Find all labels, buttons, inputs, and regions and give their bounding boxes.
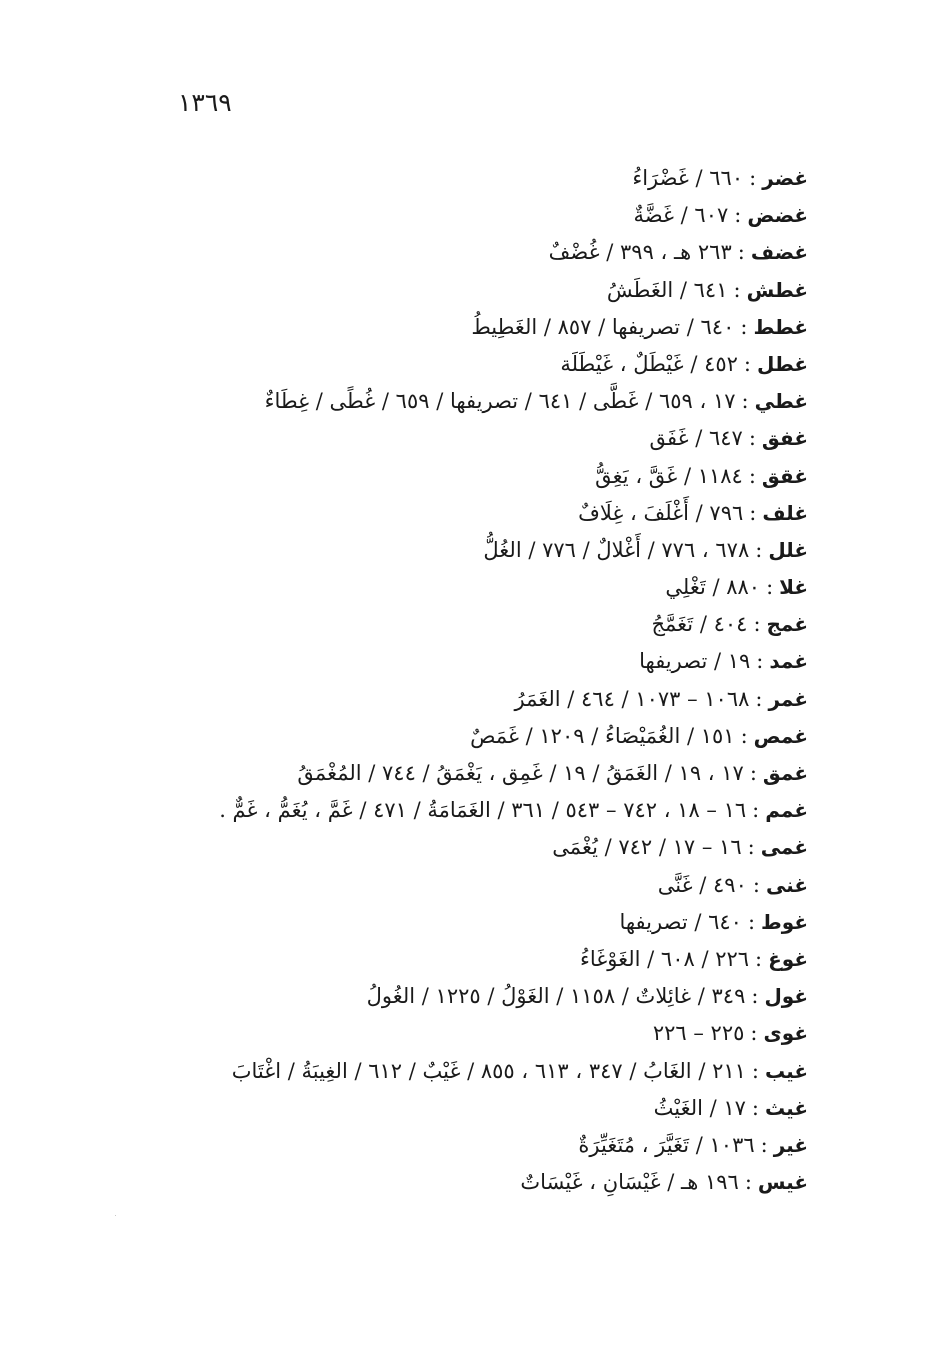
entry-separator: :: [748, 463, 756, 488]
entry-root: غير: [773, 1132, 808, 1157]
entry-separator: :: [756, 649, 764, 674]
entry-root: غيب: [765, 1058, 808, 1083]
entry-separator: :: [751, 1095, 759, 1120]
entry-separator: :: [747, 909, 756, 934]
index-entry: [68, 755, 808, 792]
entry-root: غمر: [768, 686, 808, 711]
index-entry: [68, 829, 808, 866]
entry-separator: :: [749, 761, 757, 785]
entry-references: ٤٠٤ / تَغَمَّجُ: [651, 612, 748, 637]
index-entry: [68, 420, 808, 457]
index-entry: [68, 941, 808, 978]
index-entry: [68, 718, 808, 755]
index-entry: [68, 458, 808, 495]
index-entry: [68, 1015, 808, 1052]
index-entry: [68, 606, 808, 643]
entry-separator: :: [744, 1170, 752, 1195]
entry-root: غمد: [769, 649, 808, 674]
entry-separator: :: [741, 389, 749, 414]
entry-references: ٦٤١ / الغَطَشُ: [606, 277, 728, 302]
index-entry: [68, 495, 808, 532]
index-entry: [68, 309, 808, 346]
entry-root: غول: [764, 984, 808, 1009]
entry-separator: :: [733, 277, 741, 302]
entry-separator: :: [734, 203, 742, 228]
index-entry: [68, 904, 808, 941]
index-entry: [68, 569, 808, 606]
entry-references: ٦٠٧ / غَضَّةٌ: [633, 203, 729, 228]
entry-separator: :: [752, 798, 760, 823]
scan-speck: [115, 1215, 116, 1216]
page-number: ١٣٦٩: [178, 88, 232, 117]
entry-root: غنى: [765, 872, 808, 897]
entry-separator: :: [740, 723, 748, 748]
entry-separator: :: [748, 426, 756, 451]
index-entry: [68, 234, 808, 271]
entry-separator: :: [753, 612, 761, 637]
entry-root: غطي: [754, 389, 808, 414]
entry-root: غمى: [760, 835, 808, 860]
entry-separator: :: [751, 984, 759, 1009]
entry-separator: :: [755, 946, 763, 971]
index-entry: [68, 1090, 808, 1127]
entry-references: ٧٩٦ / أَغْلَفَ ، غِلَافٌ: [578, 500, 744, 525]
index-entry: [68, 272, 808, 309]
entry-references: ٤٩٠ / غَنَّى: [657, 872, 747, 897]
entry-root: غيث: [765, 1095, 808, 1120]
entry-root: غوط: [761, 909, 808, 934]
entry-references: ٢٢٥ – ٢٢٦: [652, 1021, 745, 1046]
entry-root: غمص: [753, 723, 808, 748]
entry-references: ٢٦٣ هـ ، ٣٩٩ / غُضْفٌ: [548, 240, 732, 265]
entry-references: ١١٨٤ / غَقَّ ، يَغِقُّ: [595, 463, 743, 488]
index-entry: [68, 1127, 808, 1164]
entry-references: ٣٤٩ / غائِلاتٌ / ١١٥٨ / الغَوْلُ / ١٢٢٥ / الغُولُ: [366, 984, 746, 1009]
entry-root: غيس: [757, 1170, 808, 1195]
entry-references: ٦٤٠ / تصريفها / ٨٥٧ / الغَطِيطُ: [471, 314, 735, 339]
entry-references: ٦٦٠ / غَضْرَاءُ: [632, 166, 744, 190]
entry-separator: :: [749, 166, 757, 190]
entry-references: ١٩٦ هـ / غَيْسَانِ ، غَيْسَاتٌ: [520, 1170, 739, 1195]
entry-root: غمج: [766, 612, 808, 637]
entry-root: غوى: [763, 1021, 808, 1046]
index-entry: [68, 867, 808, 904]
index-entry: [68, 1164, 808, 1201]
entry-root: غلف: [762, 500, 808, 525]
entry-root: غضر: [762, 166, 808, 190]
entry-references: ١٠٦٨ – ١٠٧٣ / ٤٦٤ / الغَمَرُ: [514, 686, 750, 711]
entry-references: ٦٤٠ / تصريفها: [619, 909, 742, 934]
entry-references: ٤٥٢ / غَيْطَلٌ ، غَيْطَلَة: [560, 351, 738, 376]
index-entry: [68, 346, 808, 383]
entry-separator: :: [760, 1132, 768, 1157]
entry-separator: :: [737, 240, 745, 265]
entry-references: ١٠٣٦ / تَغَيَّرَ ، مُتَغَيِّرَةٌ: [578, 1132, 755, 1157]
entry-references: ٨٨٠ / تَغْلِي: [665, 575, 761, 600]
entry-separator: :: [751, 1058, 759, 1083]
entry-root: غمم: [765, 798, 808, 823]
entry-root: غفق: [761, 426, 808, 451]
entry-root: غطل: [757, 351, 808, 376]
entry-root: غضف: [750, 240, 808, 265]
index-entry: [68, 1053, 808, 1090]
entry-root: غلا: [779, 575, 808, 600]
entry-root: غلل: [768, 537, 808, 562]
index-entry: [68, 643, 808, 680]
entry-references: ١٦ – ١٨ ، ٧٤٢ – ٥٤٣ / ٣٦١ / الغَمَامَةُ / ٤٧١ / غَمَّ ، يُغَمُّ ، غَمٌّ .: [219, 798, 747, 823]
entry-references: ١٧ ، ١٩ / الغَمَقُ / ١٩ / غَمِق ، يَغْمَقُ / ٧٤٤ / المُغْمَقُ: [297, 761, 744, 785]
entry-references: ٢٢٦ / ٦٠٨ / الغَوْغَاءُ: [580, 946, 750, 971]
entry-separator: :: [752, 872, 760, 897]
entry-references: ٦٤٧ / غَفَق: [649, 426, 743, 451]
entry-references: ١٧ / الغَيْثُ: [653, 1095, 746, 1120]
index-entry: [68, 160, 808, 197]
index-entry: [68, 383, 808, 420]
entry-separator: :: [755, 686, 763, 711]
entry-separator: :: [750, 1021, 758, 1046]
index-entry: [68, 681, 808, 718]
entry-root: غوغ: [768, 946, 808, 971]
entry-root: غطط: [753, 314, 808, 339]
entry-separator: :: [740, 314, 748, 339]
entry-references: ٦٧٨ ، ٧٧٦ / أَغْلالٌ / ٧٧٦ / الغُلُّ: [483, 537, 750, 562]
entry-root: غقق: [761, 463, 808, 488]
entry-references: ١٥١ / الغُمَيْصَاءُ / ١٢٠٩ / غَمَصٌ: [470, 723, 735, 748]
entry-root: غطش: [746, 277, 808, 302]
index-entry: [68, 197, 808, 234]
entry-separator: :: [755, 537, 763, 562]
entry-root: غضض: [747, 203, 808, 228]
entry-separator: :: [766, 575, 774, 600]
entry-separator: :: [749, 500, 757, 525]
entry-root: غمق: [762, 761, 808, 785]
index-entry: [68, 978, 808, 1015]
index-entry: [68, 532, 808, 569]
entry-separator: :: [747, 835, 755, 860]
index-entry: [68, 792, 808, 829]
entry-references: ١٦ – ١٧ / ٧٤٢ / يُغْمَى: [552, 835, 742, 860]
index-entries: [68, 160, 808, 1201]
entry-references: ٢١١ / الغَابُ / ٣٤٧ ، ٦١٣ ، ٨٥٥ / غَيْبٌ / ٦١٢ / الغِيبَةُ / اغْتَابَ: [231, 1058, 746, 1083]
entry-references: ١٩ / تصريفها: [639, 649, 751, 674]
entry-references: ١٧ ، ٦٥٩ / غَطَّى / ٦٤١ / تصريفها / ٦٥٩ / غُطًى / غِطَاءٌ: [264, 389, 736, 414]
entry-separator: :: [743, 351, 751, 376]
